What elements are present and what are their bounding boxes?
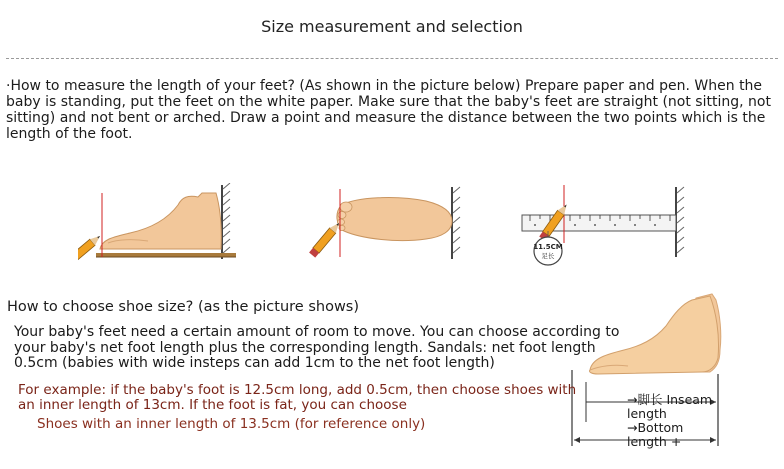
ruler-badge-caption: 足长 <box>541 252 555 260</box>
ruler-badge-value: 11.5CM <box>533 243 563 251</box>
example-reference-text: Shoes with an inner length of 13.5cm (for reference only) <box>37 416 426 432</box>
ruler-measure-illustration <box>518 183 690 269</box>
foot-side-illustration <box>78 183 240 263</box>
page-title: Size measurement and selection <box>261 17 523 36</box>
foot-top-illustration <box>306 183 466 263</box>
bottom-length-label: →Bottom length + <box>627 420 684 449</box>
inseam-length-label: →脚长 Inseam length <box>627 392 713 421</box>
choose-size-heading: How to choose shoe size? (as the picture shows) <box>7 299 360 315</box>
example-text: For example: if the baby's foot is 12.5cm long, add 0.5cm, then choose shoes with an inner length of 13cm. If the foot is fat, you can choose <box>18 382 577 413</box>
divider <box>6 58 778 59</box>
intro-paragraph: ·How to measure the length of your feet? (As shown in the picture below) Prepare paper and pen. When the baby is standing, put the feet on the white paper. Make sure that the baby's feet are straight (not sitting, not sitting) and not bent or arched. Draw a point and measure the distance between the two points which is the length of the foot. <box>6 78 771 142</box>
choose-size-body: Your baby's feet need a certain amount of room to move. You can choose according to your baby's net foot length plus the corresponding length. Sandals: net foot length 0.5cm (babies with wide insteps can add 1cm to the net foot length) <box>14 324 620 371</box>
